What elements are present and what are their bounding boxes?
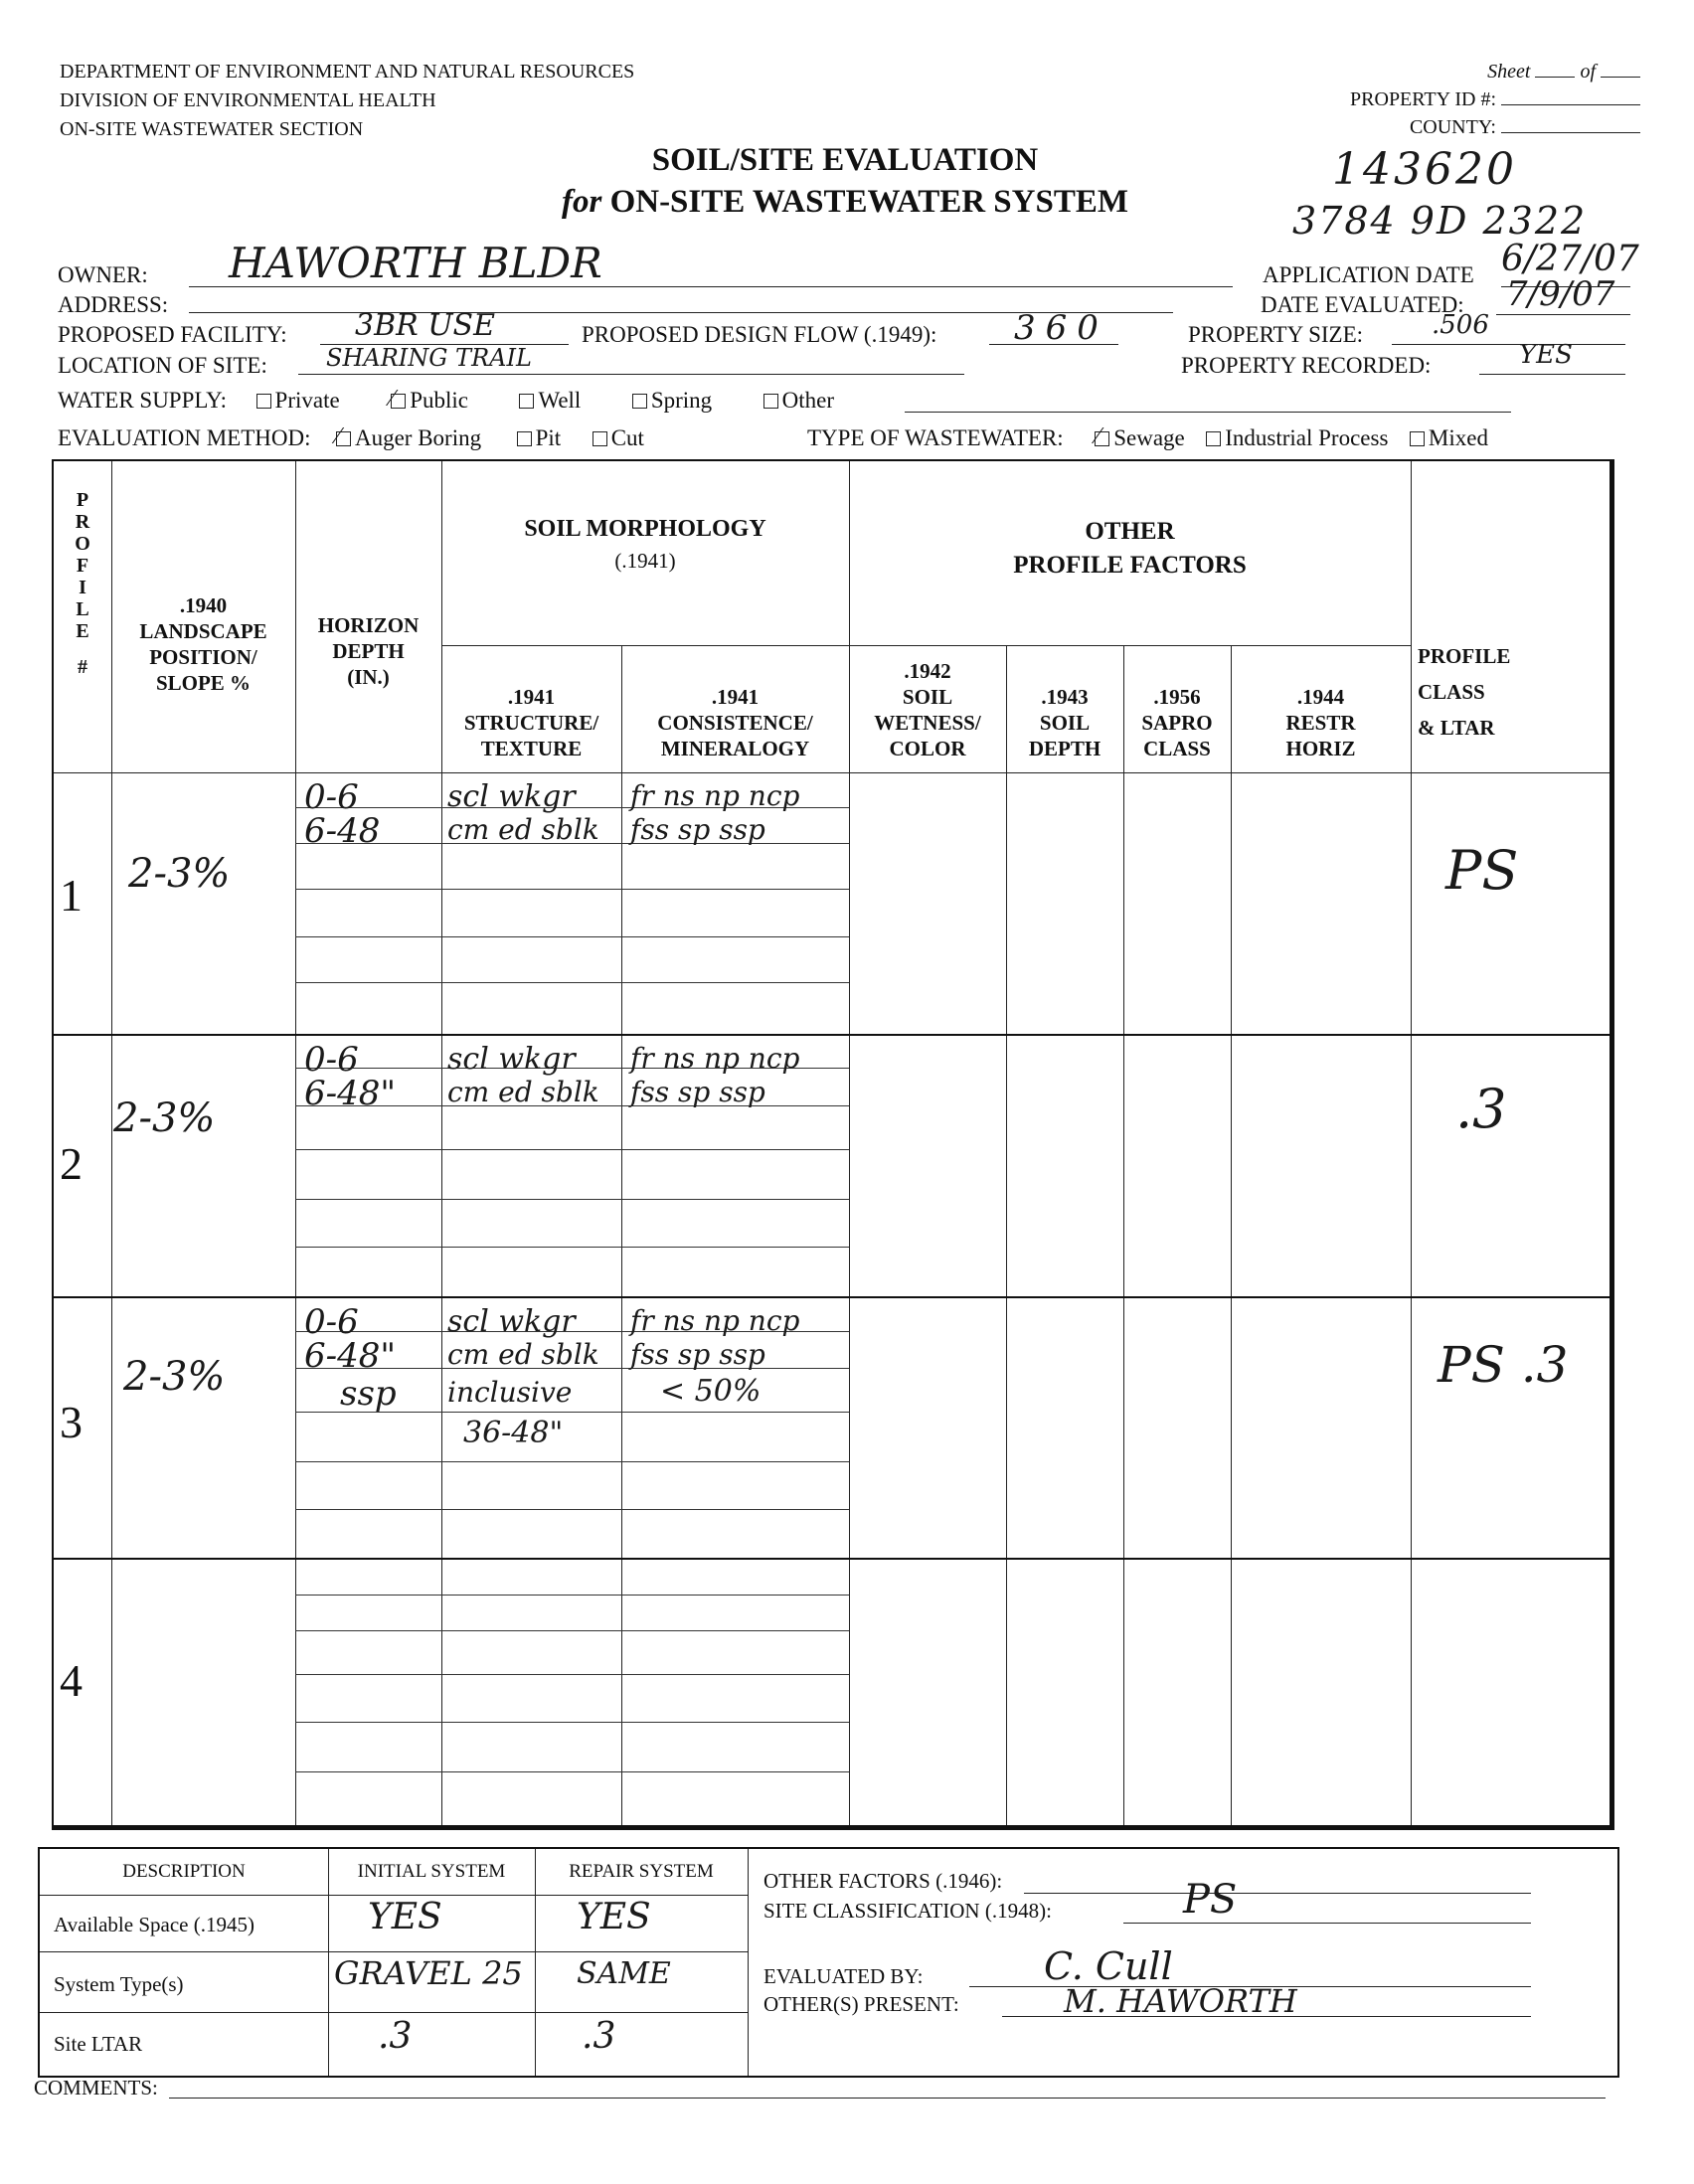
depth-cell[interactable]: 6-48"	[304, 1336, 397, 1376]
depth-cell[interactable]: 0-6	[304, 777, 359, 817]
other-profile-factors-header: OTHER PROFILE FACTORS	[1013, 518, 1247, 579]
site-classification-label: SITE CLASSIFICATION (.1948):	[763, 1899, 1052, 1923]
profile-number-header: P R O F I L E #	[75, 489, 90, 678]
evaluated-by-value[interactable]: C. Cull	[1044, 1944, 1173, 1988]
eval-method-row	[58, 425, 644, 451]
em-cut-label: Cut	[610, 425, 644, 450]
app-date-value: 6/27/07	[1501, 239, 1639, 279]
ws-private-checkbox[interactable]	[256, 388, 340, 413]
site-classification-value[interactable]: PS	[1183, 1877, 1238, 1923]
prop-recorded-field[interactable]	[1479, 340, 1625, 375]
prop-size-field[interactable]	[1392, 310, 1625, 345]
evaluated-by-label: EVALUATED BY:	[763, 1964, 924, 1988]
comments-label: COMMENTS:	[34, 2076, 158, 2100]
date-eval-field[interactable]	[1496, 274, 1630, 315]
structure-cell[interactable]: cm ed sblk	[447, 1338, 599, 1371]
slope-cell[interactable]: 2-3%	[113, 1095, 216, 1141]
restr-horiz-header: .1944 RESTR HORIZ	[1285, 685, 1356, 760]
county-label: COUNTY:	[1409, 116, 1496, 138]
consistence-cell[interactable]: fr ns np ncp	[630, 779, 800, 812]
profile-class-cell[interactable]: PS .3	[1438, 1336, 1569, 1394]
location-field[interactable]	[298, 344, 964, 375]
profile-class-cell[interactable]: .3	[1455, 1078, 1507, 1140]
owner-field[interactable]	[189, 239, 1233, 287]
form-title	[497, 139, 1193, 223]
depth-cell[interactable]: 6-48	[304, 811, 381, 851]
ww-sewage-checkbox[interactable]: ⁄ Sewage	[1096, 423, 1185, 450]
structure-texture-header: .1941 STRUCTURE/ TEXTURE	[463, 685, 599, 760]
location-label: LOCATION OF SITE:	[58, 353, 267, 378]
prop-recorded-label: PROPERTY RECORDED:	[1181, 353, 1432, 378]
prop-size-value: .506	[1432, 310, 1489, 340]
ws-spring-label: Spring	[650, 388, 713, 413]
row-number: 2	[60, 1138, 83, 1189]
ws-private-label: Private	[274, 388, 340, 413]
owner-value: HAWORTH BLDR	[229, 239, 602, 287]
ltar-repair-value[interactable]: .3	[582, 2016, 616, 2057]
dept-line-2: DIVISION OF ENVIRONMENTAL HEALTH	[60, 89, 436, 111]
row-number: 1	[60, 870, 83, 921]
comments-field[interactable]	[169, 2076, 1606, 2099]
row-number: 4	[60, 1655, 83, 1706]
horizon-depth-header: HORIZON DEPTH (IN.)	[317, 613, 420, 689]
facility-label: PROPOSED FACILITY:	[58, 322, 287, 347]
facility-value: 3BR USE	[355, 308, 495, 343]
type-initial-value[interactable]: GRAVEL 25	[334, 1954, 523, 1992]
title-for: for	[561, 184, 602, 220]
property-id-line	[1322, 85, 1640, 113]
handwritten-id-2: 3784 9D 2322	[1292, 199, 1588, 243]
initial-system-header: INITIAL SYSTEM	[357, 1861, 506, 1882]
ws-other-label: Other	[781, 388, 835, 413]
slope-cell[interactable]: 2-3%	[128, 851, 231, 897]
row-number: 3	[60, 1397, 83, 1447]
structure-cell[interactable]: cm ed sblk	[447, 813, 599, 846]
facility-field[interactable]	[320, 308, 569, 345]
water-supply-label: WATER SUPPLY:	[58, 388, 228, 413]
em-pit-label: Pit	[535, 425, 562, 450]
ww-sewage-label: Sewage	[1113, 425, 1185, 450]
system-types-label: System Type(s)	[54, 1972, 184, 1996]
profile-table	[52, 459, 1614, 1830]
consistence-cell[interactable]: fss sp ssp	[630, 1338, 765, 1371]
em-auger-checkbox[interactable]: ⁄ Auger Boring	[335, 423, 482, 450]
em-auger-label: Auger Boring	[354, 425, 482, 450]
ww-industrial-label: Industrial Process	[1225, 425, 1389, 450]
sapro-class-header: .1956 SAPRO CLASS	[1141, 685, 1213, 760]
ws-other-checkbox[interactable]	[763, 388, 834, 413]
dept-line-3: ON-SITE WASTEWATER SECTION	[60, 118, 364, 140]
consistence-cell[interactable]: fss sp ssp	[630, 1076, 765, 1108]
structure-cell[interactable]: scl wkgr	[447, 1304, 576, 1339]
address-label: ADDRESS:	[58, 292, 169, 317]
prop-size-label: PROPERTY SIZE:	[1188, 322, 1364, 347]
system-table	[38, 1847, 1619, 2078]
soil-morphology-header: SOIL MORPHOLOGY (.1941)	[524, 516, 766, 573]
handwritten-id-1: 143620	[1332, 144, 1517, 195]
prop-recorded-value: YES	[1519, 340, 1573, 370]
eval-method-label: EVALUATION METHOD:	[58, 425, 311, 450]
structure-cell[interactable]: scl wkgr	[447, 1042, 576, 1077]
soil-depth-header: .1943 SOIL DEPTH	[1028, 685, 1101, 760]
wetness-header: .1942 SOIL WETNESS/ COLOR	[874, 659, 981, 760]
title-line-2-wrap	[497, 181, 1193, 223]
water-supply-row	[58, 388, 834, 414]
date-eval-value: 7/9/07	[1506, 274, 1615, 314]
owner-label: OWNER:	[58, 262, 148, 287]
ws-well-checkbox[interactable]	[519, 388, 581, 413]
department-block	[60, 58, 634, 144]
of-label: of	[1580, 61, 1596, 83]
ws-public-checkbox[interactable]: ⁄ Public	[390, 386, 468, 413]
ws-other-field[interactable]	[905, 390, 1511, 413]
ws-public-label: Public	[410, 388, 468, 413]
depth-cell[interactable]: 0-6	[304, 1302, 359, 1342]
profile-class-cell[interactable]: PS	[1445, 839, 1519, 902]
wastewater-row	[807, 425, 1488, 451]
other-factors-label: OTHER FACTORS (.1946):	[763, 1869, 1003, 1893]
space-repair-value[interactable]: YES	[577, 1897, 651, 1937]
ww-mixed-label: Mixed	[1428, 425, 1488, 450]
landscape-header: .1940 LANDSCAPE POSITION/ SLOPE %	[139, 593, 267, 695]
consistence-cell[interactable]: < 50%	[660, 1374, 762, 1409]
sheet-info	[1322, 58, 1640, 141]
sheet-line	[1322, 58, 1640, 85]
app-date-label: APPLICATION DATE	[1263, 262, 1474, 287]
consistence-cell[interactable]: fss sp ssp	[630, 813, 765, 846]
depth-cell[interactable]: 6-48"	[304, 1074, 397, 1113]
ltar-initial-value[interactable]: .3	[378, 2016, 413, 2057]
consistence-header: .1941 CONSISTENCE/ MINERALOGY	[657, 685, 813, 760]
ws-well-label: Well	[538, 388, 582, 413]
ww-industrial-checkbox[interactable]	[1206, 425, 1388, 450]
wastewater-label: TYPE OF WASTEWATER:	[807, 425, 1064, 450]
flow-value: 360	[1014, 308, 1108, 348]
flow-field[interactable]	[989, 308, 1118, 348]
profile-class-header: PROFILE CLASS & LTAR	[1418, 644, 1511, 740]
space-initial-value[interactable]: YES	[368, 1897, 442, 1937]
slope-cell[interactable]: 2-3%	[123, 1354, 226, 1400]
em-pit-checkbox[interactable]	[517, 425, 562, 450]
sheet-label: Sheet	[1487, 61, 1531, 83]
repair-system-header: REPAIR SYSTEM	[569, 1861, 714, 1882]
dept-line-1: DEPARTMENT OF ENVIRONMENT AND NATURAL RESOURCES	[60, 61, 635, 83]
title-line-1: SOIL/SITE EVALUATION	[651, 142, 1039, 178]
county-line	[1322, 113, 1640, 141]
location-value: SHARING TRAIL	[326, 344, 532, 372]
consistence-cell[interactable]: fr ns np ncp	[630, 1042, 800, 1075]
depth-cell[interactable]: 0-6	[304, 1040, 359, 1080]
consistence-cell[interactable]: fr ns np ncp	[630, 1304, 800, 1337]
ws-spring-checkbox[interactable]	[632, 388, 712, 413]
structure-cell[interactable]: scl wkgr	[447, 779, 576, 814]
depth-cell[interactable]: ssp	[340, 1374, 397, 1414]
description-header: DESCRIPTION	[122, 1861, 246, 1882]
flow-label: PROPOSED DESIGN FLOW (.1949):	[582, 322, 937, 347]
em-cut-checkbox[interactable]	[593, 425, 644, 450]
structure-cell[interactable]: inclusive	[447, 1376, 573, 1409]
others-present-value[interactable]: M. HAWORTH	[1064, 1982, 1297, 2020]
site-ltar-label: Site LTAR	[54, 2032, 143, 2056]
type-repair-value[interactable]: SAME	[577, 1956, 671, 1991]
property-id-label: PROPERTY ID #:	[1350, 88, 1496, 110]
title-line-2: ON-SITE WASTEWATER SYSTEM	[609, 184, 1129, 220]
structure-cell[interactable]: 36-48"	[463, 1416, 564, 1450]
others-present-label: OTHER(S) PRESENT:	[763, 1992, 959, 2016]
structure-cell[interactable]: cm ed sblk	[447, 1076, 599, 1108]
date-eval-label: DATE EVALUATED:	[1261, 292, 1464, 317]
ww-mixed-checkbox[interactable]	[1410, 425, 1488, 450]
available-space-label: Available Space (.1945)	[54, 1913, 254, 1936]
